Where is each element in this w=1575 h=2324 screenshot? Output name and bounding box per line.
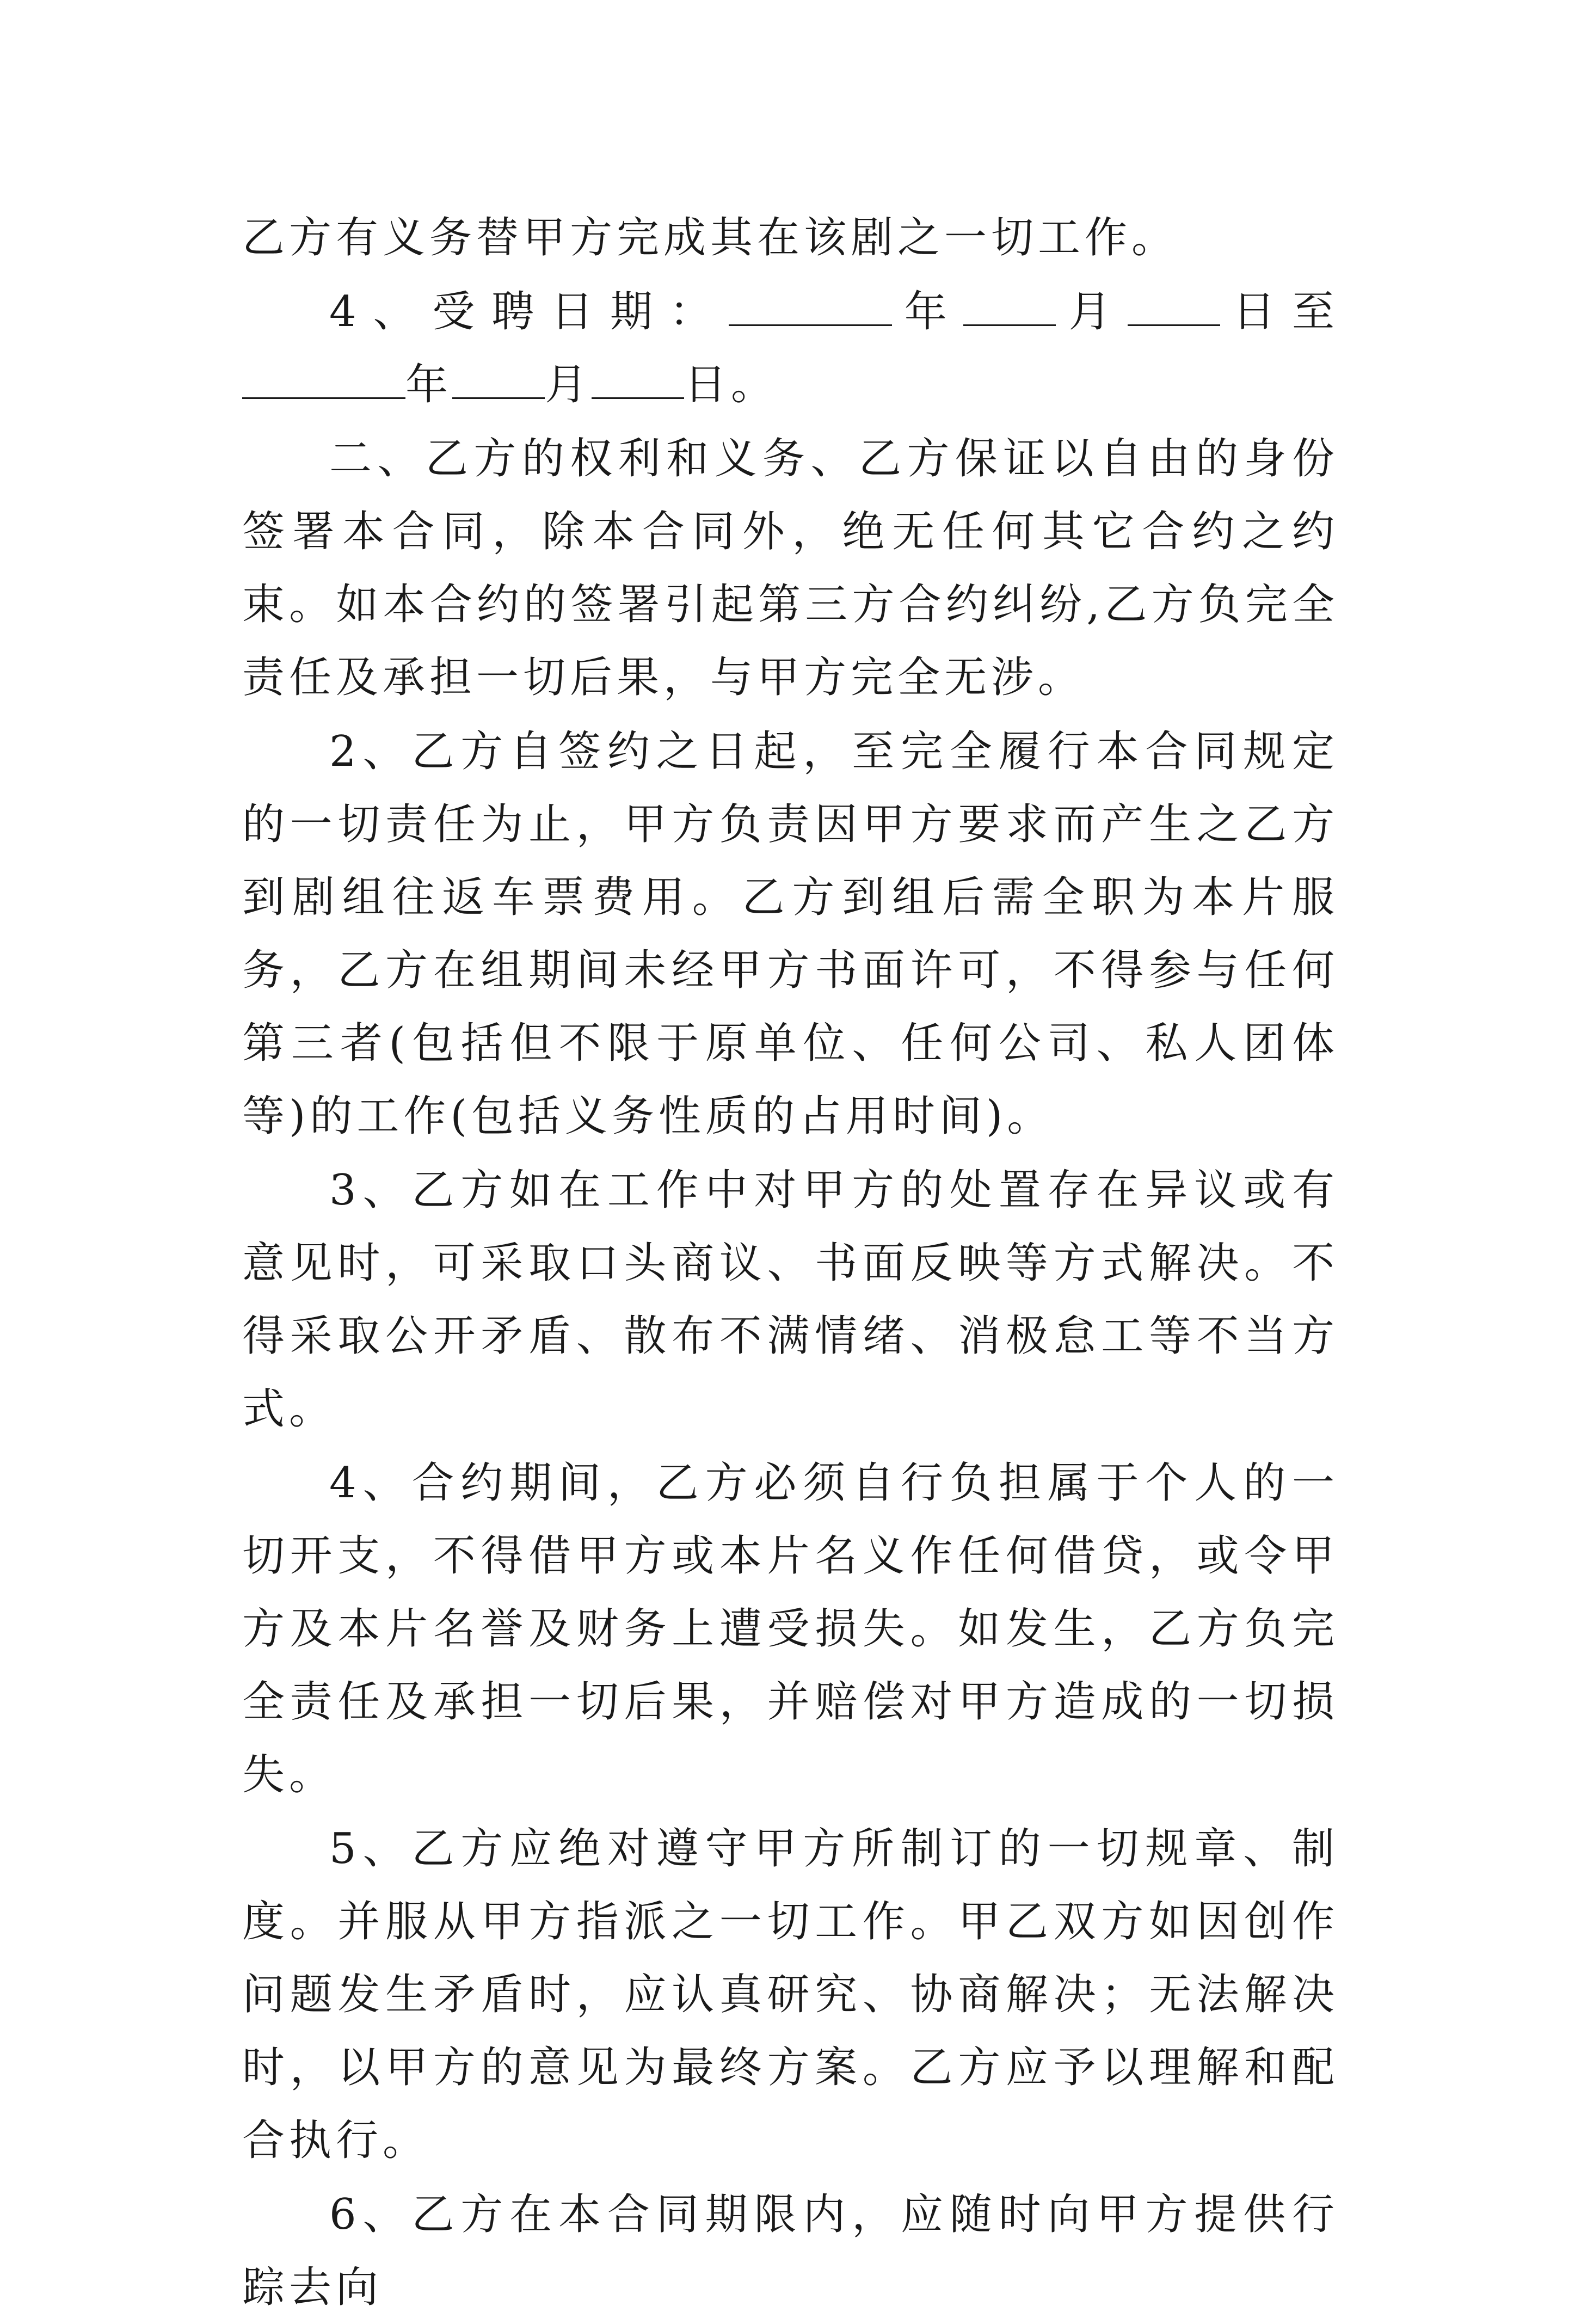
paragraph-obligation-continuation: 乙方有义务替甲方完成其在该剧之一切工作。 bbox=[242, 213, 1179, 262]
start-month-blank bbox=[963, 287, 1056, 326]
end-month-unit: 月 bbox=[545, 360, 592, 409]
paragraph-clause-4: 4、合约期间，乙方必须自行负担属于个人的一切开支，不得借甲方或本片名义作任何借贷，或令甲方及本片名誉及财务上遭受损失。如发生，乙方负完全责任及承担一切后果，并赔偿对甲方造成的一切损失。 bbox=[242, 1459, 1339, 1799]
start-year-blank bbox=[729, 287, 892, 326]
start-day-blank bbox=[1128, 287, 1220, 326]
employment-date-label: 4、受聘日期： bbox=[329, 287, 729, 336]
start-month-unit: 月 bbox=[1056, 287, 1128, 336]
start-year-unit: 年 bbox=[891, 287, 964, 336]
paragraph-clause-3: 3、乙方如在工作中对甲方的处置存在异议或有意见时，可采取口头商议、书面反映等方式解决。不得采取公开矛盾、散布不满情绪、消极怠工等不当方式。 bbox=[242, 1166, 1339, 1434]
paragraph-clause-2: 2、乙方自签约之日起，至完全履行本合同规定的一切责任为止，甲方负责因甲方要求而产生之乙方到剧组往返车票费用。乙方到组后需全职为本片服务，乙方在组期间未经甲方书面许可，不得参与任何第三者(包括但不限于原单位、任何公司、私人团体等)的工作(包括义务性质的占用时间)。 bbox=[242, 727, 1339, 1141]
start-day-unit: 日至 bbox=[1220, 287, 1339, 336]
paragraph-clause-6: 6、乙方在本合同期限内，应随时向甲方提供行踪去向 bbox=[242, 2190, 1339, 2312]
end-year-blank bbox=[242, 360, 405, 399]
end-day-unit: 日。 bbox=[684, 360, 778, 409]
end-year-unit: 年 bbox=[405, 360, 453, 409]
paragraph-rights-and-obligations: 二、乙方的权利和义务、乙方保证以自由的身份签署本合同，除本合同外，绝无任何其它合约之约束。如本合约的签署引起第三方合约纠纷,乙方负完全责任及承担一切后果，与甲方完全无涉。 bbox=[242, 434, 1339, 702]
paragraph-clause-5: 5、乙方应绝对遵守甲方所制订的一切规章、制度。并服从甲方指派之一切工作。甲乙双方如因创作问题发生矛盾时，应认真研究、协商解决；无法解决时，以甲方的意见为最终方案。乙方应予以理解和配合执行。 bbox=[242, 1824, 1339, 2165]
paragraph-employment-date bbox=[242, 275, 1339, 421]
document-body bbox=[242, 201, 1339, 2324]
end-month-blank bbox=[452, 360, 545, 399]
end-day-blank bbox=[592, 360, 684, 399]
